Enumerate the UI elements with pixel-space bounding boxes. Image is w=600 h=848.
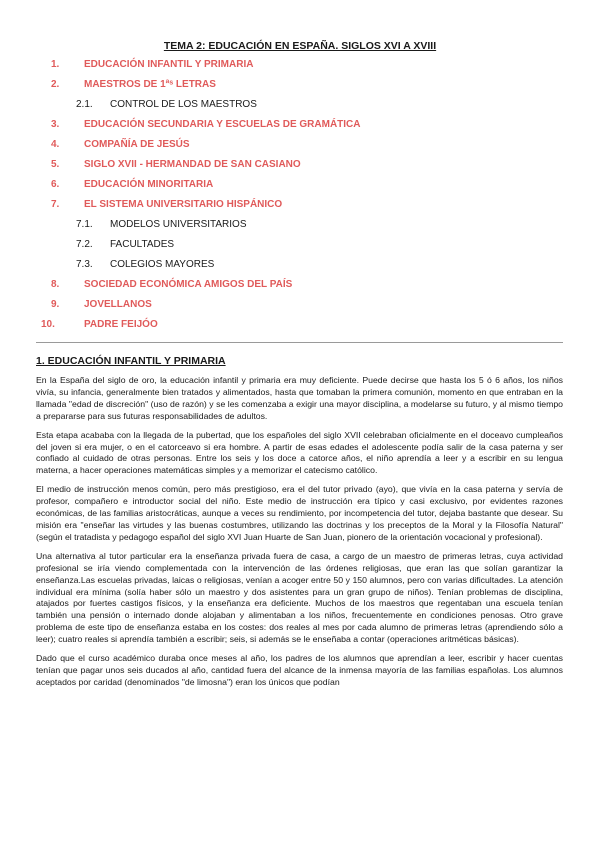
paragraph: El medio de instrucción menos común, pero más prestigioso, era el del tutor privado (ayo), que vivía en la casa paterna y servía de profesor, compañero e introductor social del niño. Este medio de instrucción era típico y casi exclusivo, por evidentes razones económicas, de las familias aristocráticas, aunque a veces su rendimiento, por incompetencia del tutor, dejaba bastante que desear. Su misión era "enseñar las virtudes y las buenas costumbres, utilizando las doctrinas y los preceptos de la Moral y la Filosofía Natural"(según el tratadista y pedagogo español del siglo XVI Juan Huarte de San Juan, pionero de la orientación vocacional y profesional). — [36, 484, 563, 542]
toc-label: EDUCACIÓN SECUNDARIA Y ESCUELAS DE GRAMÁTICA — [84, 119, 361, 130]
toc-label: EDUCACIÓN INFANTIL Y PRIMARIA — [84, 59, 254, 70]
toc-label: FACULTADES — [110, 239, 175, 250]
horizontal-divider — [36, 342, 563, 343]
toc-number: 8. — [51, 279, 60, 290]
toc-label: CONTROL DE LOS MAESTROS — [110, 99, 257, 110]
toc-number: 3. — [51, 119, 60, 130]
body-text — [36, 375, 563, 696]
paragraph: Esta etapa acababa con la llegada de la pubertad, que los españoles del siglo XVII celebraban oficialmente en el doceavo cumpleaños del joven si era mujer, o en el catorceavo si era hombre. A partir de esas edades el adolescente podía salir de la casa paterna y ser confiado al cuidado de otras personas. Entre los seis y los doce a catorce años, el niño aprendía a leer y a escribir en su lengua materna, a hacer operaciones matemáticas simples y a memorizar el catecismo católico. — [36, 429, 563, 476]
toc-number: 7.3. — [76, 259, 93, 270]
toc-label: JOVELLANOS — [84, 299, 152, 310]
toc-number: 6. — [51, 179, 60, 190]
toc-label: SOCIEDAD ECONÓMICA AMIGOS DEL PAÍS — [84, 279, 293, 290]
toc-number: 10. — [41, 319, 55, 330]
paragraph: En la España del siglo de oro, la educación infantil y primaria era muy deficiente. Puede decirse que hasta los 5 ó 6 años, los niños vivía, su infancia, generalmente bien tratados y alimentados, hasta que tomaban la primera comunión, momento en que entraban en la llamada "edad de discreción" (uso de razón) y se les comenzaba a exigir una mayor disciplina, a modelarse su futuro, y al mismo tiempo a prepararse para sus futuras responsabilidades de adultos. — [36, 375, 563, 421]
toc-number: 5. — [51, 159, 60, 170]
toc-label: COMPAÑÍA DE JESÚS — [84, 139, 190, 150]
toc-label: PADRE FEIJÓO — [84, 319, 158, 330]
toc-number: 1. — [51, 59, 60, 70]
toc-number: 9. — [51, 299, 60, 310]
toc-number: 7.2. — [76, 239, 93, 250]
toc-number: 7.1. — [76, 219, 93, 230]
toc-number: 7. — [51, 199, 60, 210]
toc-label: SIGLO XVII - HERMANDAD DE SAN CASIANO — [84, 159, 301, 170]
toc-number: 2.1. — [76, 99, 93, 110]
toc-label: EDUCACIÓN MINORITARIA — [84, 179, 214, 190]
document-title-text: TEMA 2: EDUCACIÓN EN ESPAÑA. SIGLOS XVI A XVIII — [163, 40, 437, 52]
toc-label: MAESTROS DE 1ªˢ LETRAS — [84, 79, 216, 90]
toc-label: COLEGIOS MAYORES — [110, 259, 215, 270]
document-title — [0, 39, 600, 53]
toc-number: 4. — [51, 139, 60, 150]
toc-number: 2. — [51, 79, 60, 90]
toc-label: EL SISTEMA UNIVERSITARIO HISPÁNICO — [84, 199, 283, 210]
paragraph: Dado que el curso académico duraba once meses al año, los padres de los alumnos que aprendían a leer, escribir y hacer cuentas tenían que pagar unos seis ducados al año, cantidad fuera del alcance de la inmensa mayoría de las familias españolas. Los alumnos aceptados por caridad (denominados "de limosna") eran los únicos que podían — [36, 653, 563, 687]
paragraph: Una alternativa al tutor particular era la enseñanza privada fuera de casa, a cargo de un maestro de primeras letras, cuya actividad profesional se iría viendo complementada con la intervención de las órdenes religiosas, que eran las que solían garantizar la enseñanza.Las escuelas privadas, laicas o religiosas, venían a acoger entre 50 y 150 alumnos, pero con varias dificultades. La atención individual era mínima (solía haber sólo un maestro y dos asistentes para un gran grupo de niños). Tenían problemas de disciplina, atajados por fuertes castigos físicos, y la enseñanza era deficiente. Muchos de los maestros que regentaban una escuela tenían también una pensión o internado donde alojaban y alimentaban a los niños, frecuentemente en condiciones penosas. Otro grave problema de este tipo de enseñanza estaba en los costes: dos reales al mes por cada alumno de primeras letras (aprendiendo sólo a leer); cuatro reales si aprendía también a escribir; seis, si además se le enseñaba a contar (operaciones aritméticas básicas). — [36, 550, 563, 645]
section-heading: 1. EDUCACIÓN INFANTIL Y PRIMARIA — [36, 355, 226, 367]
toc-label: MODELOS UNIVERSITARIOS — [110, 219, 247, 230]
